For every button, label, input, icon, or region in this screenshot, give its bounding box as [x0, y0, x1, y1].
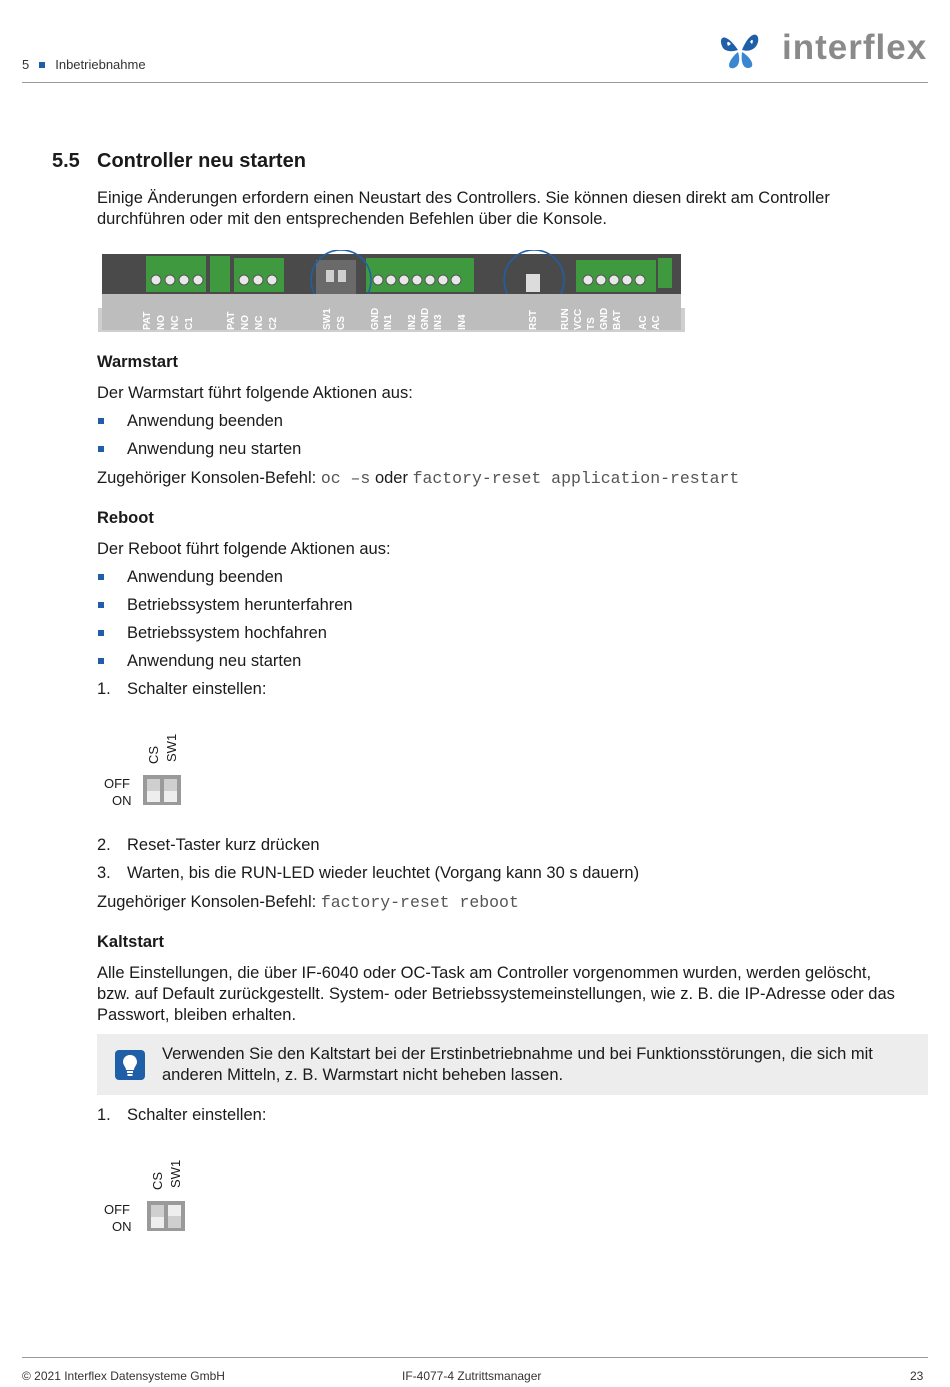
bullet-icon	[98, 418, 104, 424]
note-box	[97, 1034, 928, 1095]
lightbulb-icon	[115, 1050, 145, 1080]
dip-label-on: ON	[112, 1219, 132, 1234]
reboot-heading: Reboot	[97, 509, 154, 527]
terminal-label: IN3	[433, 314, 444, 330]
bullet-icon	[98, 658, 104, 664]
dip-label-sw1: SW1	[168, 1159, 183, 1188]
terminal-label: NC	[254, 315, 265, 330]
dip-label-off: OFF	[104, 1202, 130, 1217]
terminal-label: BAT	[612, 310, 623, 330]
dip-label-cs: CS	[150, 1171, 165, 1190]
note-text: Verwenden Sie den Kaltstart bei der Erstinbetriebnahme und bei Funktionsstörungen, die sich mit anderen Mitteln, z. B. Warmstart nicht beheben lassen.	[162, 1045, 873, 1084]
terminal-label: NO	[240, 315, 251, 330]
bullet-icon	[98, 446, 104, 452]
reboot-intro: Der Reboot führt folgende Aktionen aus:	[97, 540, 391, 558]
terminal-label: SW1	[322, 308, 333, 330]
section-number: 5.5	[52, 150, 80, 172]
dip-lever-cs	[151, 1205, 164, 1228]
terminal-label: RST	[528, 310, 539, 330]
terminal-label: PAT	[142, 311, 153, 330]
terminal-label: IN2	[407, 314, 418, 330]
interflex-logo	[716, 26, 928, 74]
footer-divider	[22, 1357, 928, 1358]
bullet-icon	[98, 602, 104, 608]
warmstart-heading: Warmstart	[97, 353, 178, 371]
bullet-icon	[98, 630, 104, 636]
section-title: Controller neu starten	[97, 150, 306, 172]
console-command: factory-reset application-restart	[412, 469, 740, 488]
terminal-label: VCC	[573, 308, 584, 330]
footer-doc-title: IF-4077-4 Zutrittsmanager	[402, 1369, 542, 1383]
warmstart-intro: Der Warmstart führt folgende Aktionen aus:	[97, 384, 413, 402]
terminal-label: C2	[268, 317, 279, 330]
header-divider	[22, 82, 928, 83]
dip-switch-figure	[100, 722, 220, 812]
console-command: oc –s	[320, 469, 371, 488]
dip-switch-figure	[100, 1148, 220, 1238]
console-command: factory-reset reboot	[320, 893, 519, 912]
dip-label-sw1: SW1	[164, 733, 179, 762]
terminal-label: AC	[638, 315, 649, 330]
controller-terminal-image	[98, 250, 685, 334]
section-intro: Einige Änderungen erfordern einen Neustart des Controllers. Sie können diesen direkt am Controller durchführen oder mit den entsprechenden Befehlen über die Konsole.	[97, 189, 830, 228]
terminal-label: AC	[651, 315, 662, 330]
butterfly-icon	[716, 26, 776, 74]
terminal-label: NC	[170, 315, 181, 330]
terminal-label: IN1	[383, 314, 394, 330]
terminal-label: GND	[370, 307, 381, 330]
terminal-label: C1	[184, 317, 195, 330]
logo-wordmark: interflex	[782, 28, 928, 67]
reboot-command: Zugehöriger Konsolen-Befehl: factory-reset reboot	[97, 893, 519, 912]
dip-lever-sw1	[168, 1205, 181, 1228]
warmstart-command: Zugehöriger Konsolen-Befehl: oc –s oder factory-reset application-restart	[97, 469, 740, 488]
terminal-label: CS	[336, 316, 347, 330]
terminal-label: NO	[156, 315, 167, 330]
header-breadcrumb	[22, 57, 146, 72]
dip-lever-sw1	[164, 779, 177, 802]
terminal-label: TS	[586, 317, 597, 330]
footer-copyright: © 2021 Interflex Datensysteme GmbH	[22, 1369, 225, 1383]
dip-switch	[143, 775, 181, 805]
chapter-title: Inbetriebnahme	[55, 57, 146, 72]
dip-switch	[147, 1201, 185, 1231]
terminal-label: PAT	[226, 311, 237, 330]
page-number: 23	[910, 1369, 924, 1383]
kaltstart-text: Alle Einstellungen, die über IF-6040 oder OC-Task am Controller vorgenommen wurden, werden gelöscht, bzw. auf Default zurückgestellt. System- oder Betriebssystemeinstellungen, wie z. B. die IP-Adresse oder das Passwort, bleiben erhalten.	[97, 964, 895, 1024]
dip-label-cs: CS	[146, 745, 161, 764]
kaltstart-heading: Kaltstart	[97, 933, 164, 951]
bullet-icon	[98, 574, 104, 580]
terminal-label: IN4	[457, 314, 468, 330]
breadcrumb-separator-icon	[39, 62, 45, 68]
dip-lever-cs	[147, 779, 160, 802]
dip-label-on: ON	[112, 793, 132, 808]
terminal-label: GND	[599, 307, 610, 330]
terminal-label: GND	[420, 307, 431, 330]
chapter-number: 5	[22, 57, 30, 72]
terminal-label: RUN	[560, 308, 571, 330]
dip-label-off: OFF	[104, 776, 130, 791]
